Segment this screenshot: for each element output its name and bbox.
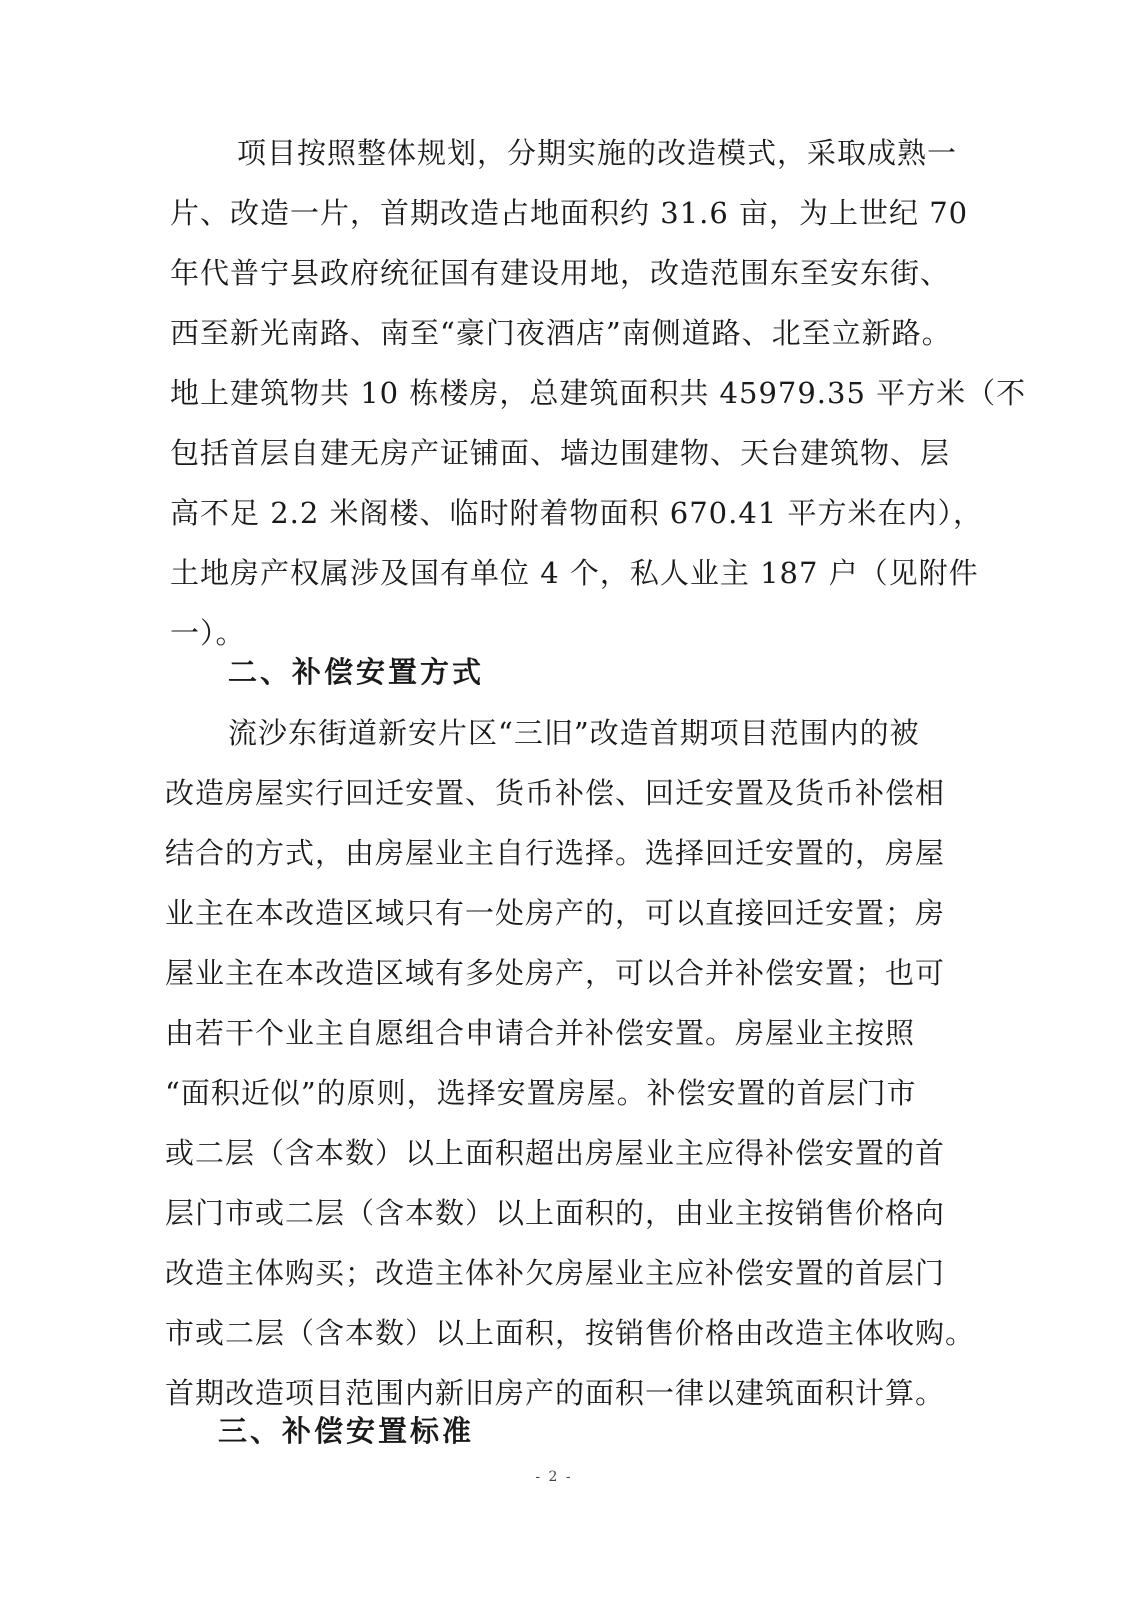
text-line: 片、改造一片，首期改造占地面积约 31.6 亩，为上世纪 70 [170, 196, 969, 230]
text-line: 层门市或二层（含本数）以上面积的，由业主按销售价格向 [165, 1196, 946, 1230]
text-line: 年代普宁县政府统征国有建设用地，改造范围东至安东街、 [170, 256, 951, 290]
section-heading-compensation-standard: 三、补偿安置标准 [218, 1414, 475, 1448]
text-line: 包括首层自建无房产证铺面、墙边围建物、天台建筑物、层 [170, 436, 951, 470]
text-line: 结合的方式，由房屋业主自行选择。选择回迁安置的，房屋 [165, 836, 946, 870]
text-line: 由若干个业主自愿组合申请合并补偿安置。房屋业主按照 [165, 1016, 916, 1050]
text-line: 西至新光南路、南至“豪门夜酒店”南侧道路、北至立新路。 [170, 316, 952, 350]
text-line: 地上建筑物共 10 栋楼房，总建筑面积共 45979.35 平方米（不 [170, 376, 1027, 410]
text-line: 高不足 2.2 米阁楼、临时附着物面积 670.41 平方米在内）， [170, 496, 983, 530]
section-heading-compensation-method: 二、补偿安置方式 [228, 655, 485, 689]
text-line: 首期改造项目范围内新旧房产的面积一律以建筑面积计算。 [165, 1376, 946, 1410]
text-line: 或二层（含本数）以上面积超出房屋业主应得补偿安置的首 [165, 1136, 946, 1170]
text-line: 业主在本改造区域只有一处房产的，可以直接回迁安置；房 [165, 896, 946, 930]
text-line: 土地房产权属涉及国有单位 4 个，私人业主 187 户（见附件 [170, 556, 979, 590]
text-line: 改造主体购买；改造主体补欠房屋业主应补偿安置的首层门 [165, 1256, 946, 1290]
text-line: 市或二层（含本数）以上面积，按销售价格由改造主体收购。 [165, 1316, 976, 1350]
text-line: 屋业主在本改造区域有多处房产，可以合并补偿安置；也可 [165, 956, 946, 990]
text-line: “面积近似”的原则，选择安置房屋。补偿安置的首层门市 [165, 1076, 917, 1110]
text-line: 项目按照整体规划，分期实施的改造模式，采取成熟一 [237, 136, 958, 170]
text-line: 改造房屋实行回迁安置、货币补偿、回迁安置及货币补偿相 [165, 776, 946, 810]
text-line: 一）。 [170, 616, 246, 650]
page-number: - 2 - [535, 1469, 573, 1485]
text-line: 流沙东街道新安片区“三旧”改造首期项目范围内的被 [228, 716, 920, 750]
